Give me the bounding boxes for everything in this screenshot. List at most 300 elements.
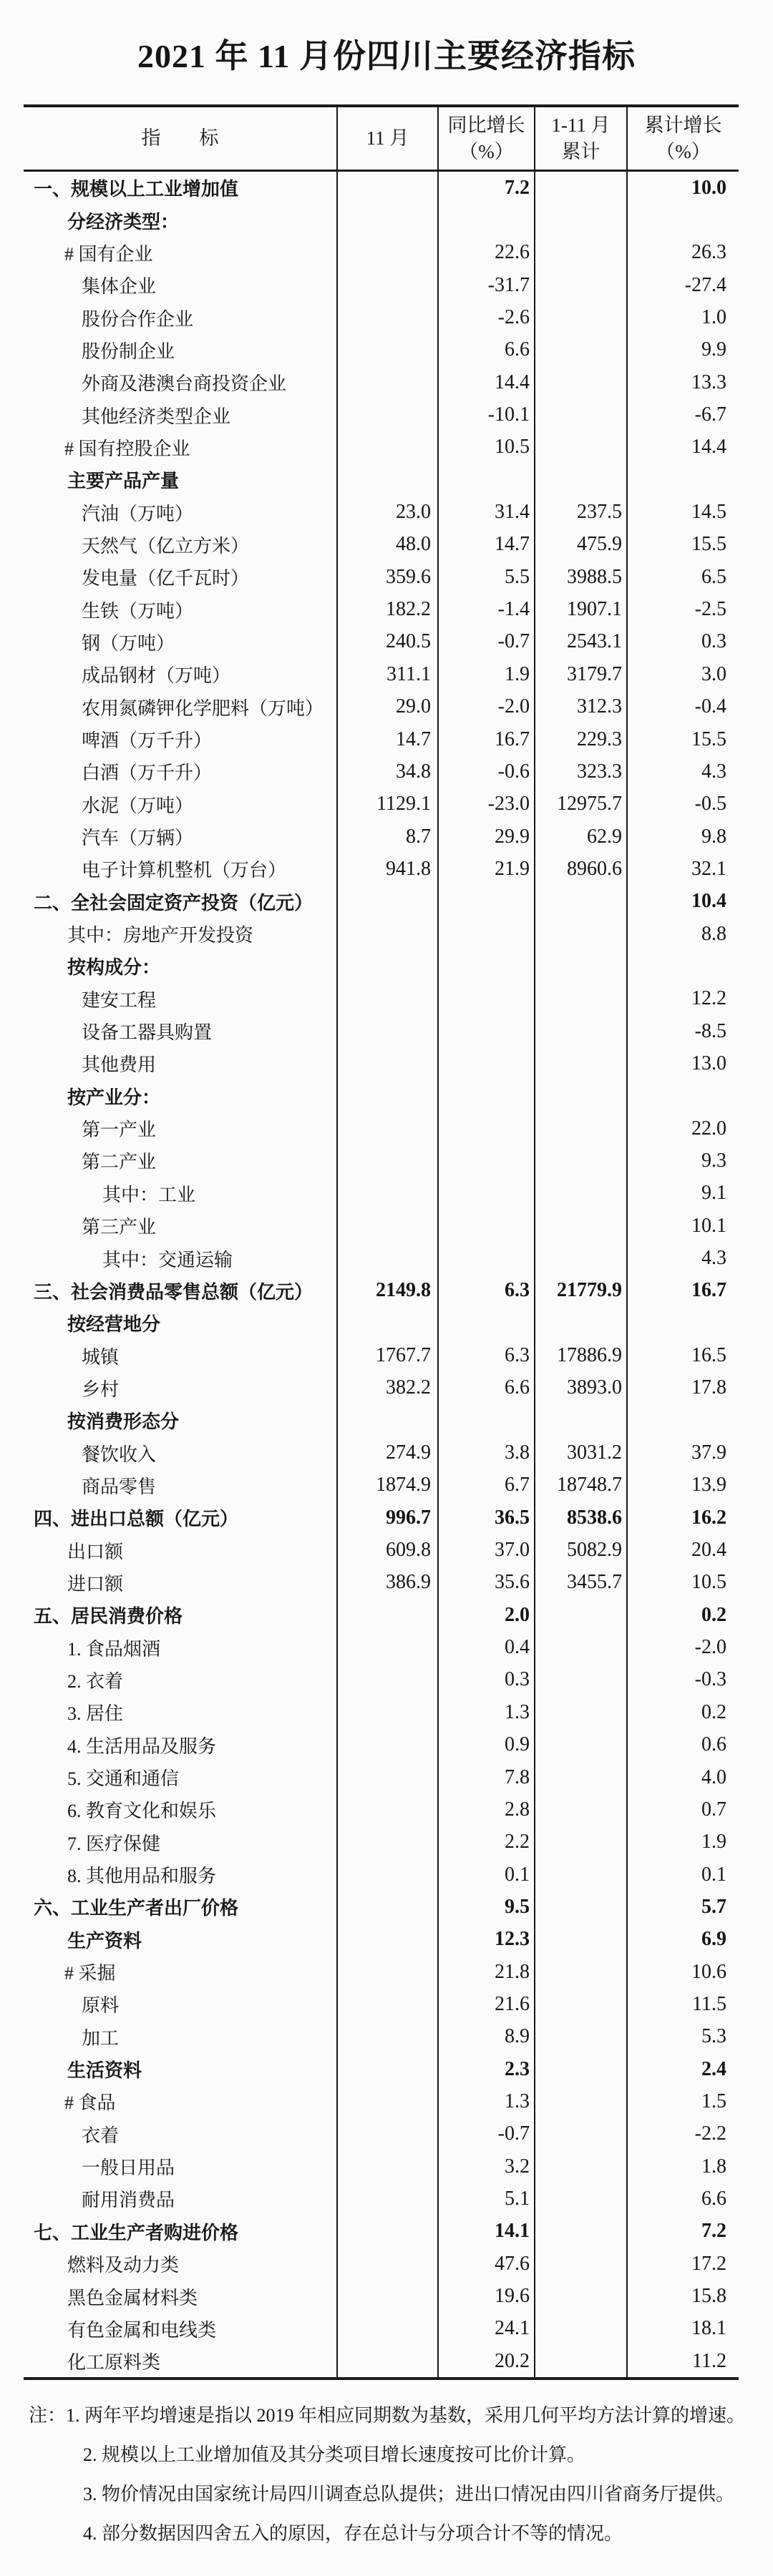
value-nov: 48.0 [338,529,439,561]
value-cum-growth: 22.0 [691,1117,726,1140]
value-yoy: 1.3 [439,2085,535,2117]
indicator-label: 进口额 [24,1567,338,1599]
value-nov [338,1210,439,1242]
value-cum-growth: 12.2 [691,987,726,1010]
value-nov: 1129.1 [338,788,439,821]
value-cum: 8538.6 [535,1502,628,1534]
value-cum-growth [628,464,739,496]
indicator-label: 8. 其他用品和服务 [24,1858,338,1891]
value-yoy: 47.6 [439,2248,535,2280]
table-header [24,107,739,172]
value-yoy: 2.2 [439,1826,535,1858]
indicator-label: 设备工器具购置 [24,1015,338,1047]
indicator-label: # 国有控股企业 [24,431,338,464]
indicator-label: 一般日用品 [24,2150,338,2183]
value-cum-growth [628,950,739,982]
value-cum: 2543.1 [535,626,628,658]
header-line: 累计 [561,140,601,162]
value-nov: 182.2 [338,593,439,625]
table-row [24,853,739,885]
indicator-label: 六、工业生产者出厂价格 [24,1891,338,1923]
value-yoy: 37.0 [439,1534,535,1566]
value-nov [338,2021,439,2053]
indicator-label: 生活资料 [24,2053,338,2085]
value-nov [338,1891,439,1923]
value-cum: 3455.7 [535,1567,628,1599]
table-row [24,1112,739,1145]
value-cum-growth: 6.9 [701,1928,726,1951]
value-cum-growth: 13.3 [691,371,726,393]
value-cum [535,918,628,950]
value-cum [535,1988,628,2020]
table-row [24,2085,739,2117]
value-cum [535,1177,628,1210]
value-nov [338,1145,439,1177]
table-row [24,1145,739,1177]
value-yoy: 0.9 [439,1729,535,1761]
table-row [24,1177,739,1210]
value-yoy: 0.1 [439,1858,535,1891]
value-yoy: 19.6 [439,2280,535,2312]
value-cum-growth: 11.5 [692,1992,726,2015]
value-cum: 312.3 [535,691,628,723]
note-line: 2. 规模以上工业增加值及其分类项目增长速度按可比价计算。 [83,2444,586,2466]
indicator-label: 钢（万吨） [24,626,338,658]
value-cum [535,1210,628,1242]
value-cum-growth: 8.8 [701,922,726,945]
indicator-label: 三、社会消费品零售总额（亿元） [24,1275,338,1307]
value-nov [338,1047,439,1079]
notes [29,2396,773,2553]
table-row [24,723,739,755]
value-cum-growth: 10.5 [691,1571,726,1594]
value-yoy: 14.4 [439,366,535,398]
value-nov: 34.8 [338,755,439,788]
indicator-label: 城镇 [24,1339,338,1371]
table-row [24,1015,739,1047]
table-row [24,788,739,821]
value-cum-growth: -2.0 [694,1636,726,1659]
value-cum [535,366,628,398]
value-yoy: -23.0 [439,788,535,821]
value-yoy: 6.3 [439,1275,535,1307]
value-cum [535,1826,628,1858]
value-nov: 1874.9 [338,1469,439,1502]
indicator-label: 其中：房地产开发投资 [24,918,338,950]
value-nov [338,1242,439,1274]
indicator-label: 第二产业 [24,1145,338,1177]
header-cell-nov [338,107,439,170]
indicator-label: 燃料及动力类 [24,2248,338,2280]
table-row [24,886,739,918]
header-line: 累计增长 [644,114,722,136]
value-yoy: 22.6 [439,237,535,269]
indicator-label: 股份制企业 [24,334,338,366]
header-line: （%） [656,140,711,162]
table-row [24,755,739,788]
table-row [24,658,739,690]
value-yoy: 6.6 [439,1372,535,1404]
value-cum [535,464,628,496]
value-cum-growth [628,1307,739,1339]
table-row [24,1826,739,1858]
table-row [24,918,739,950]
value-nov [338,2313,439,2345]
value-cum-growth [628,204,739,236]
table-row [24,1080,739,1112]
value-nov [338,301,439,333]
value-nov [338,1080,439,1112]
indicator-label: # 采掘 [24,1956,338,1988]
value-nov: 274.9 [338,1436,439,1469]
value-cum-growth: 10.6 [691,1960,726,1983]
indicator-label: 白酒（万千升） [24,755,338,788]
value-cum: 18748.7 [535,1469,628,1502]
value-cum: 8960.6 [535,853,628,885]
value-cum [535,1599,628,1631]
value-cum [535,2085,628,2117]
indicator-label: 餐饮收入 [24,1436,338,1469]
value-yoy: 3.8 [439,1436,535,1469]
page-title: 2021 年 11 月份四川主要经济指标 [137,38,636,74]
value-cum [535,1858,628,1891]
indicator-label: 其中：工业 [24,1177,338,1210]
value-cum [535,1924,628,1956]
value-nov [338,172,439,204]
value-yoy: 21.6 [439,1988,535,2020]
table-row [24,2280,739,2312]
value-nov [338,2280,439,2312]
table-body [24,172,739,2377]
indicator-label: 原料 [24,1988,338,2020]
value-nov [338,1112,439,1145]
value-nov [338,1729,439,1761]
value-cum-growth: 14.4 [691,436,726,459]
indicator-label: 生产资料 [24,1924,338,1956]
header-cell-indicator [24,107,338,170]
value-cum-growth: 1.5 [701,2090,726,2112]
value-cum: 3179.7 [535,658,628,690]
value-cum-growth: -2.2 [694,2122,726,2145]
value-cum-growth [628,1080,739,1112]
value-yoy: 1.9 [439,658,535,690]
value-cum [535,398,628,431]
value-cum-growth [628,1404,739,1436]
table-row [24,950,739,982]
value-yoy: 36.5 [439,1502,535,1534]
value-cum: 3988.5 [535,561,628,593]
value-nov [338,1307,439,1339]
indicator-label: 4. 生活用品及服务 [24,1729,338,1761]
indicator-label: 第一产业 [24,1112,338,1145]
value-cum-growth: 0.2 [701,1700,726,1723]
value-yoy [439,983,535,1015]
value-yoy [439,1177,535,1210]
value-cum-growth: 3.0 [701,662,726,685]
table-row [24,626,739,658]
value-nov: 386.9 [338,1567,439,1599]
value-yoy: 35.6 [439,1567,535,1599]
value-cum-growth: 5.3 [701,2025,726,2048]
value-cum [535,1761,628,1793]
indicator-label: # 食品 [24,2085,338,2117]
value-nov: 23.0 [338,496,439,528]
value-cum [535,950,628,982]
value-cum-growth: 1.9 [701,1831,726,1853]
table-row [24,1599,739,1631]
value-yoy [439,886,535,918]
note-line: 注：1. 两年平均增速是指以 2019 年相应同期数为基数，采用几何平均方法计算的增速。 [29,2405,746,2426]
value-cum: 475.9 [535,529,628,561]
indicator-label: 二、全社会固定资产投资（亿元） [24,886,338,918]
value-yoy: 20.2 [439,2345,535,2377]
value-nov [338,1858,439,1891]
table-row [24,2345,739,2377]
value-cum [535,301,628,333]
indicator-label: 加工 [24,2021,338,2053]
table-row [24,1956,739,1988]
value-nov: 609.8 [338,1534,439,1566]
value-cum-growth: 1.0 [701,306,726,329]
value-yoy: 14.1 [439,2215,535,2248]
value-cum: 62.9 [535,821,628,853]
value-cum [535,1696,628,1728]
table-row [24,1664,739,1696]
value-cum-growth: 17.8 [691,1376,726,1399]
value-cum-growth: -6.7 [694,403,726,426]
value-yoy: 12.3 [439,1924,535,1956]
value-cum-growth: 0.1 [701,1863,726,1886]
value-yoy: -0.7 [439,626,535,658]
table-row [24,1372,739,1404]
indicator-label: 其他费用 [24,1047,338,1079]
value-cum [535,2021,628,2053]
indicator-label: 按构成分： [24,950,338,982]
indicator-label: 生铁（万吨） [24,593,338,625]
table-row [24,2215,739,2248]
value-nov: 941.8 [338,853,439,885]
table-row [24,2118,739,2150]
table-row [24,496,739,528]
table-row [24,366,739,398]
value-yoy: 7.2 [439,172,535,204]
value-nov [338,1599,439,1631]
header-cell-cum [535,107,628,170]
value-cum [535,1112,628,1145]
value-yoy: -10.1 [439,398,535,431]
table-row [24,237,739,269]
value-yoy [439,204,535,236]
value-yoy [439,1145,535,1177]
value-cum [535,2345,628,2377]
value-yoy [439,950,535,982]
table-row [24,2021,739,2053]
indicator-label: 其中：交通运输 [24,1242,338,1274]
value-cum-growth: 0.7 [701,1798,726,1821]
value-yoy: 7.8 [439,1761,535,1793]
value-cum [535,2183,628,2215]
value-cum-growth: -8.5 [694,1019,726,1042]
indicator-label: 汽油（万吨） [24,496,338,528]
value-yoy: 10.5 [439,431,535,464]
value-cum-growth: 17.2 [691,2252,726,2275]
value-nov: 29.0 [338,691,439,723]
value-cum-growth: 18.1 [691,2317,726,2340]
value-cum: 237.5 [535,496,628,528]
indicator-label: 成品钢材（万吨） [24,658,338,690]
value-cum-growth: 0.3 [701,630,726,653]
indicator-label: 农用氮磷钾化学肥料（万吨） [24,691,338,723]
value-nov: 240.5 [338,626,439,658]
table-row [24,172,739,204]
indicator-label: 按产业分： [24,1080,338,1112]
table-row [24,398,739,431]
indicator-label: 主要产品产量 [24,464,338,496]
value-cum [535,204,628,236]
value-nov [338,2150,439,2183]
indicator-label: 乡村 [24,1372,338,1404]
value-nov [338,334,439,366]
table-row [24,1567,739,1599]
value-cum-growth: 0.2 [701,1603,726,1626]
value-yoy: 1.3 [439,1696,535,1728]
indicator-label: 建安工程 [24,983,338,1015]
value-cum [535,1145,628,1177]
value-cum [535,2150,628,2183]
table-row [24,2053,739,2085]
value-yoy: -2.0 [439,691,535,723]
indicator-label: 3. 居住 [24,1696,338,1728]
value-cum-growth: 15.5 [691,728,726,750]
value-cum [535,1664,628,1696]
table-row [24,1793,739,1826]
value-yoy: 3.2 [439,2150,535,2183]
value-nov: 382.2 [338,1372,439,1404]
value-yoy: 2.8 [439,1793,535,1826]
indicator-label: 衣着 [24,2118,338,2150]
value-cum-growth: 7.2 [701,2220,726,2243]
table-row [24,2150,739,2183]
indicator-label: 按消费形态分 [24,1404,338,1436]
value-yoy [439,1047,535,1079]
value-cum-growth: -0.5 [694,793,726,816]
indicator-label: 四、进出口总额（亿元） [24,1502,338,1534]
table-row [24,821,739,853]
value-cum [535,1631,628,1663]
value-nov: 2149.8 [338,1275,439,1307]
value-cum-growth: 4.3 [701,1247,726,1270]
value-cum-growth: 4.0 [701,1766,726,1788]
value-nov [338,1404,439,1436]
table-row [24,1404,739,1436]
value-cum-growth: 6.5 [701,565,726,588]
value-cum-growth: 1.8 [701,2155,726,2178]
value-cum [535,2280,628,2312]
header-cell-yoy [439,107,535,170]
table-row [24,1696,739,1728]
value-yoy: 0.3 [439,1664,535,1696]
value-nov [338,950,439,982]
value-nov [338,983,439,1015]
value-cum-growth: -0.3 [694,1668,726,1691]
indicator-label: 黑色金属材料类 [24,2280,338,2312]
value-nov: 996.7 [338,1502,439,1534]
value-cum [535,886,628,918]
value-yoy: -0.7 [439,2118,535,2150]
value-cum-growth: 9.1 [701,1182,726,1205]
value-nov: 311.1 [338,658,439,690]
value-nov [338,1631,439,1663]
value-cum-growth: 10.4 [691,890,726,913]
value-cum [535,2118,628,2150]
value-cum-growth: 9.8 [701,825,726,848]
value-nov: 1767.7 [338,1339,439,1371]
value-nov [338,1956,439,1988]
value-cum [535,172,628,204]
value-cum-growth: 2.4 [701,2057,726,2080]
value-cum-growth: 26.3 [691,241,726,264]
value-cum-growth: 15.8 [691,2285,726,2308]
value-cum [535,431,628,464]
indicator-label: 五、居民消费价格 [24,1599,338,1631]
value-cum-growth: -2.5 [694,598,726,621]
value-yoy: 16.7 [439,723,535,755]
table-row [24,1275,739,1307]
value-cum-growth: 16.7 [691,1279,726,1302]
table-row [24,1988,739,2020]
value-nov [338,886,439,918]
indicator-label: 化工原料类 [24,2345,338,2377]
value-yoy [439,1210,535,1242]
header-line: 指 标 [141,127,219,149]
table-row [24,334,739,366]
indicator-label: 出口额 [24,1534,338,1566]
table-row [24,1761,739,1793]
value-nov [338,1761,439,1793]
table-row [24,1891,739,1923]
table-row [24,1469,739,1502]
value-yoy [439,918,535,950]
indicator-label: 水泥（万吨） [24,788,338,821]
value-yoy: 14.7 [439,529,535,561]
table-row [24,561,739,593]
value-cum [535,1404,628,1436]
value-yoy [439,1112,535,1145]
value-cum-growth: 37.9 [691,1441,726,1464]
value-cum [535,983,628,1015]
table-row [24,1534,739,1566]
indicator-label: 7. 医疗保健 [24,1826,338,1858]
value-yoy [439,1015,535,1047]
value-cum [535,1015,628,1047]
note-line: 3. 物价情况由国家统计局四川调查总队提供；进出口情况由四川省商务厅提供。 [83,2484,735,2505]
value-cum-growth: 32.1 [691,857,726,880]
value-cum-growth: 10.0 [691,176,726,199]
table-row [24,529,739,561]
table-row [24,593,739,625]
table-row [24,1631,739,1663]
value-nov: 14.7 [338,723,439,755]
value-cum-growth: 16.2 [691,1506,726,1529]
value-cum [535,1242,628,1274]
table-row [24,1436,739,1469]
value-nov [338,918,439,950]
value-nov [338,431,439,464]
note-line: 4. 部分数据因四舍五入的原因，存在总计与分项合计不等的情况。 [83,2523,623,2545]
value-yoy: 6.7 [439,1469,535,1502]
table-row [24,1242,739,1274]
value-yoy: 5.5 [439,561,535,593]
